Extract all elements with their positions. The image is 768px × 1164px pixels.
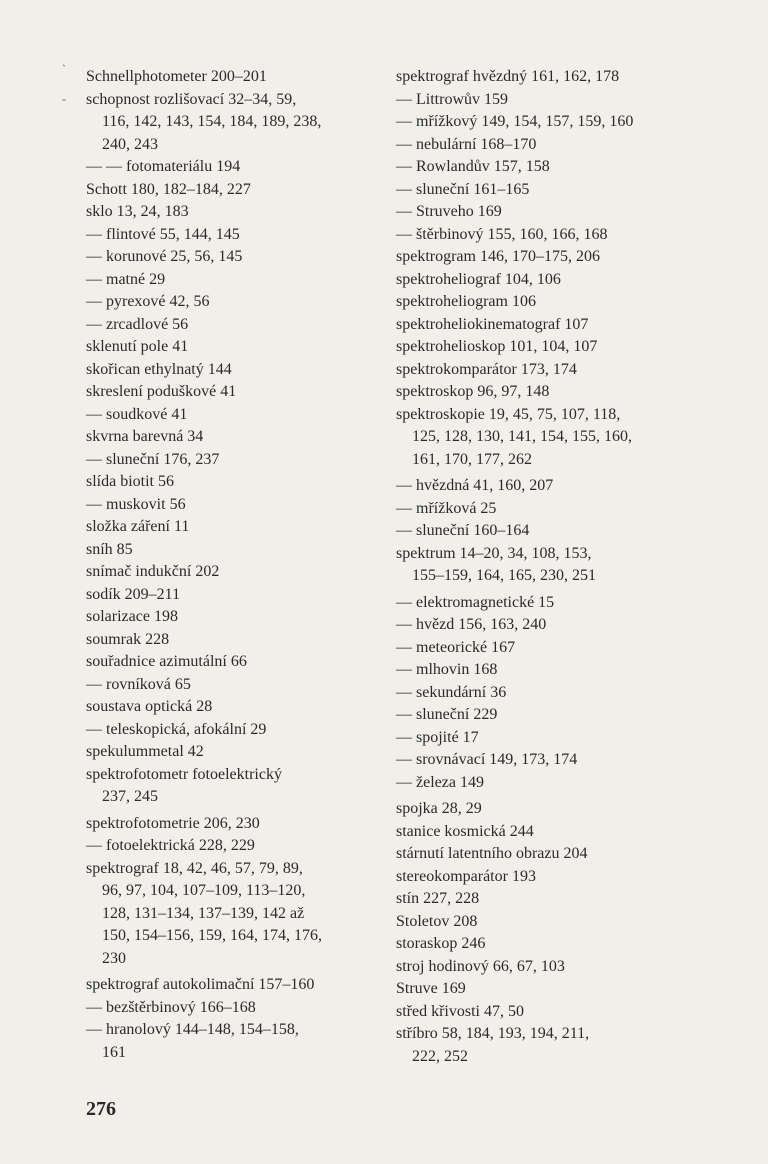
index-entry (396, 933, 696, 956)
index-entry (396, 404, 696, 472)
index-entry (86, 494, 386, 517)
index-entry-head: soustava optická 28 (86, 698, 213, 715)
index-entry (86, 584, 386, 607)
index-entry-head: Schott 180, 182–184, 227 (86, 180, 251, 198)
index-entry-head: sklo 13, 24, 183 (86, 203, 189, 220)
index-entry (396, 798, 696, 821)
index-entry (396, 381, 696, 404)
index-entry (396, 592, 696, 615)
index-entry-head: Stoletov 208 (396, 912, 478, 930)
index-entry (396, 1001, 696, 1024)
index-entry (396, 498, 696, 521)
index-entry (86, 835, 386, 858)
index-entry (396, 359, 696, 382)
index-entry (396, 134, 696, 157)
index-entry (86, 741, 386, 764)
index-entry-head: spektrograf hvězdný 161, 162, 178 (396, 68, 620, 85)
index-entry (396, 956, 696, 979)
index-entry (396, 520, 696, 543)
index-entry (86, 201, 386, 224)
index-entry-head: — mřížkový 149, 154, 157, 159, 160 (396, 113, 634, 130)
index-entry (86, 1019, 386, 1064)
index-entry (396, 978, 696, 1001)
index-entry-head: — hvězdná 41, 160, 207 (396, 477, 554, 494)
index-entry (396, 821, 696, 844)
index-entry-head: — spojité 17 (396, 728, 479, 746)
index-entry-head: — štěrbinový 155, 160, 166, 168 (396, 225, 608, 243)
index-entry-head: — sluneční 161–165 (396, 180, 530, 198)
index-entry-head: — Littrowův 159 (396, 90, 508, 108)
index-entry (396, 843, 696, 866)
index-entry-head: složka záření 11 (86, 518, 190, 535)
index-entry-continuation: 155–159, 164, 165, 230, 251 (412, 567, 596, 584)
index-entry-continuation: 237, 245 (102, 788, 158, 805)
index-entry-head: solarizace 198 (86, 608, 178, 625)
index-entry (396, 911, 696, 934)
index-entry-head: spektrograf autokolimační 157–160 (86, 976, 315, 993)
index-entry (86, 156, 386, 179)
index-entry-head: — korunové 25, 56, 145 (86, 248, 243, 265)
index-entry (86, 764, 386, 809)
index-entry-continuation: 230 (102, 949, 126, 967)
index-entry (396, 749, 696, 772)
index-entry (86, 719, 386, 742)
index-entry (396, 727, 696, 750)
index-entry (396, 336, 696, 359)
index-entry-continuation: 116, 142, 143, 154, 184, 189, 238, (102, 113, 322, 130)
index-entry-head: stín 227, 228 (396, 890, 480, 907)
margin-mark-top: ˋ (62, 62, 66, 76)
index-entry (396, 246, 696, 269)
index-entry-head: — hranolový 144–148, 154–158, (86, 1021, 299, 1038)
index-entry-continuation: 240, 243 (102, 135, 158, 153)
index-entry-head: — muskovit 56 (86, 495, 186, 513)
index-entry-head: spektrokomparátor 173, 174 (396, 360, 577, 378)
index-entry (86, 224, 386, 247)
index-entry-head: spektroheliokinematograf 107 (396, 315, 589, 333)
index-entry-head: — Struveho 169 (396, 203, 502, 220)
index-entry-head: Struve 169 (396, 980, 466, 997)
index-entry-head: — Rowlandův 157, 158 (396, 158, 550, 175)
index-entry-head: Schnellphotometer 200–201 (86, 68, 267, 85)
index-entry (396, 866, 696, 889)
index-entry-continuation: 150, 154–156, 159, 164, 174, 176, (102, 927, 322, 944)
index-entry (86, 696, 386, 719)
index-entry-head: souřadnice azimutální 66 (86, 653, 247, 670)
index-entry-head: — srovnávací 149, 173, 174 (396, 751, 578, 768)
index-entry (396, 637, 696, 660)
index-entry-head: skreslení poduškové 41 (86, 383, 237, 400)
index-entry-head: stereokomparátor 193 (396, 867, 536, 885)
index-entry (396, 201, 696, 224)
index-entry (396, 543, 696, 588)
index-entry-head: skvrna barevná 34 (86, 428, 204, 445)
index-entry-head: spojka 28, 29 (396, 800, 482, 817)
index-entry-head: storaskop 246 (396, 935, 486, 952)
index-entry (86, 651, 386, 674)
index-entry (86, 404, 386, 427)
index-entry (86, 974, 386, 997)
index-entry (86, 674, 386, 697)
index-entry-head: — nebulární 168–170 (396, 135, 537, 153)
index-entry (396, 682, 696, 705)
index-entry-head: — soudkové 41 (86, 405, 188, 423)
index-entry-head: — sluneční 229 (396, 706, 498, 723)
index-entry-head: spektrohelioskop 101, 104, 107 (396, 338, 598, 355)
index-entry-head: slída biotit 56 (86, 473, 174, 490)
index-entry (86, 89, 386, 157)
index-entry (396, 1023, 696, 1068)
index-entry-head: — sluneční 160–164 (396, 522, 530, 539)
index-entry-head: — hvězd 156, 163, 240 (396, 616, 547, 633)
index-entry (86, 561, 386, 584)
index-entry (396, 704, 696, 727)
index-entry-head: — mřížková 25 (396, 499, 497, 517)
index-entry-head: stárnutí latentního obrazu 204 (396, 845, 588, 862)
index-entry-head: stroj hodinový 66, 67, 103 (396, 957, 565, 975)
index-entry-head: — — fotomateriálu 194 (86, 158, 241, 175)
index-entry-continuation: 125, 128, 130, 141, 154, 155, 160, (412, 428, 632, 445)
index-entry (396, 614, 696, 637)
index-entry (86, 246, 386, 269)
index-entry-head: spektroskopie 19, 45, 75, 107, 118, (396, 405, 621, 423)
index-entry-head: sodík 209–211 (86, 585, 181, 603)
index-entry-continuation: 161 (102, 1043, 126, 1061)
index-entry-head: — zrcadlové 56 (86, 315, 189, 333)
index-entry-head: — fotoelektrická 228, 229 (86, 837, 255, 854)
index-entry-head: skořican ethylnatý 144 (86, 360, 232, 378)
index-entry (86, 471, 386, 494)
index-entry (86, 426, 386, 449)
index-entry-head: — sluneční 176, 237 (86, 450, 220, 468)
index-entry-continuation: 128, 131–134, 137–139, 142 až (102, 904, 305, 922)
index-entry (86, 381, 386, 404)
index-entry (86, 179, 386, 202)
index-entry-head: střed křivosti 47, 50 (396, 1002, 524, 1020)
index-entry (396, 291, 696, 314)
index-entry (86, 314, 386, 337)
index-entry-head: — teleskopická, afokální 29 (86, 720, 267, 738)
index-entry (86, 606, 386, 629)
index-entry-head: — matné 29 (86, 270, 166, 288)
index-entry-head: — rovníková 65 (86, 675, 191, 693)
index-entry-head: sníh 85 (86, 540, 133, 558)
index-entry (86, 813, 386, 836)
index-entry-head: spekulummetal 42 (86, 743, 204, 760)
index-entry-head: spektroheliogram 106 (396, 293, 536, 310)
index-entry-head: stříbro 58, 184, 193, 194, 211, (396, 1025, 590, 1042)
index-entry-head: soumrak 228 (86, 630, 170, 648)
index-entry (86, 629, 386, 652)
index-entry (86, 66, 386, 89)
index-entry-head: spektroskop 96, 97, 148 (396, 383, 550, 400)
index-entry (86, 336, 386, 359)
index-entry-head: spektrum 14–20, 34, 108, 153, (396, 544, 592, 562)
index-entry-head: spektroheliograf 104, 106 (396, 270, 561, 288)
margin-mark-left: - (62, 92, 66, 106)
page-number: 276 (86, 1098, 116, 1120)
index-entry-head: — elektromagnetické 15 (396, 593, 555, 611)
index-entry (86, 359, 386, 382)
index-entry (86, 997, 386, 1020)
index-entry-head: spektrofotometrie 206, 230 (86, 814, 260, 832)
index-entry-head: stanice kosmická 244 (396, 822, 534, 840)
index-entry-head: — pyrexové 42, 56 (86, 293, 210, 310)
index-entry (86, 269, 386, 292)
index-entry-head: schopnost rozlišovací 32–34, 59, (86, 90, 297, 108)
index-entry-head: — železa 149 (396, 773, 484, 791)
index-entry-head: sklenutí pole 41 (86, 338, 189, 355)
index-entry (86, 449, 386, 472)
index-entry-head: — meteorické 167 (396, 638, 516, 656)
index-entry (86, 539, 386, 562)
index-entry (396, 89, 696, 112)
index-entry-head: — bezštěrbinový 166–168 (86, 998, 256, 1016)
index-column-right (396, 66, 696, 1068)
index-entry (86, 858, 386, 971)
index-column-left (86, 66, 386, 1064)
index-entry (396, 224, 696, 247)
index-entry-continuation: 96, 97, 104, 107–109, 113–120, (102, 882, 306, 899)
index-entry-head: spektrogram 146, 170–175, 206 (396, 248, 600, 265)
index-entry (86, 516, 386, 539)
index-entry-head: spektrofotometr fotoelektrický (86, 765, 282, 783)
index-entry-head: snímač indukční 202 (86, 563, 220, 580)
index-entry-head: — sekundární 36 (396, 683, 507, 701)
index-entry (396, 888, 696, 911)
index-entry-continuation: 161, 170, 177, 262 (412, 450, 532, 468)
index-entry-head: — flintové 55, 144, 145 (86, 225, 240, 243)
index-entry (396, 66, 696, 89)
index-entry (396, 269, 696, 292)
index-entry-head: spektrograf 18, 42, 46, 57, 79, 89, (86, 859, 303, 877)
index-entry (396, 659, 696, 682)
index-entry-continuation: 222, 252 (412, 1047, 468, 1065)
index-entry-head: — mlhovin 168 (396, 661, 498, 678)
index-entry (396, 156, 696, 179)
index-entry (396, 179, 696, 202)
index-entry (396, 111, 696, 134)
index-entry (396, 772, 696, 795)
index-entry (396, 475, 696, 498)
index-entry (86, 291, 386, 314)
index-entry (396, 314, 696, 337)
